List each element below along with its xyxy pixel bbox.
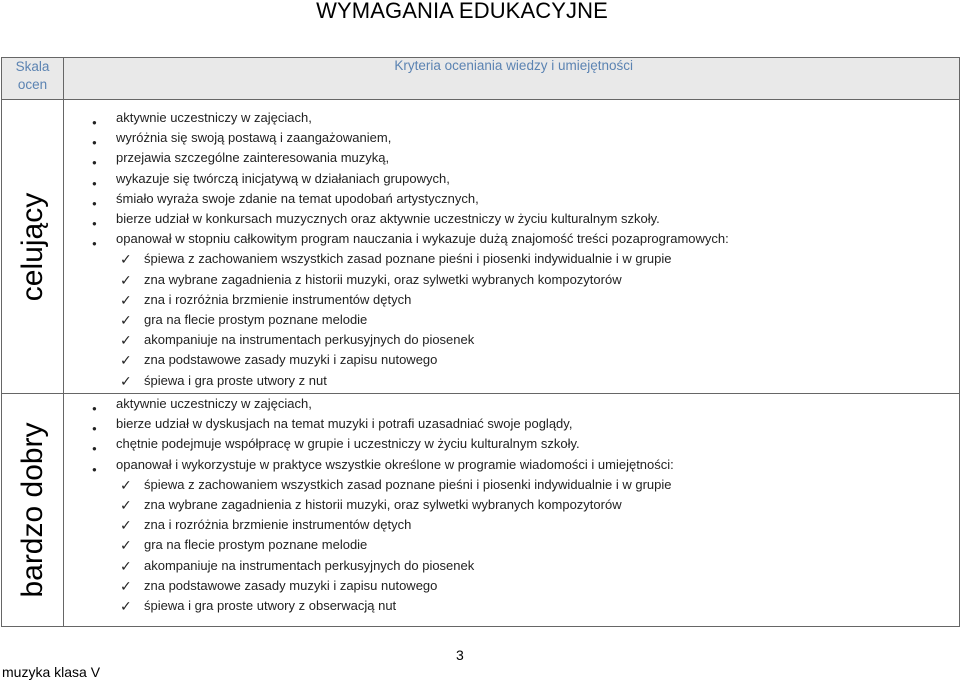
sub-criteria-item-text: akompaniuje na instrumentach perkusyjnych do piosenek (144, 332, 475, 348)
checkmark-icon: ✓ (120, 557, 132, 574)
sub-criteria-item-text: zna i rozróżnia brzmienie instrumentów dętych (144, 291, 412, 307)
criteria-item (64, 169, 959, 189)
scale-header-line2: ocen (17, 77, 48, 92)
sub-criteria-item (64, 249, 959, 269)
grade-cell (2, 394, 64, 627)
criteria-item (64, 455, 959, 475)
criteria-item-text: wyróżnia się swoją postawą i zaangażowaniem, (116, 130, 392, 146)
criteria-item (64, 209, 959, 229)
criteria-item-text: bierze udział w dyskusjach na temat muzyki i potrafi uzasadniać swoje poglądy, (116, 416, 573, 432)
criteria-item-text: chętnie podejmuje współpracę w grupie i uczestniczy w życiu kulturalnym szkoły. (116, 436, 580, 452)
sub-criteria-item-text: zna podstawowe zasady muzyki i zapisu nutowego (144, 577, 438, 593)
subitems-list (64, 475, 959, 616)
sub-criteria-item-text: gra na flecie prostym poznane melodie (144, 537, 368, 553)
sub-criteria-item (64, 596, 959, 616)
bullet-dot-icon: ● (92, 158, 97, 168)
bullet-dot-icon: ● (92, 118, 97, 127)
sub-criteria-item (64, 515, 959, 535)
criteria-item (64, 414, 959, 434)
scale-header-line1: Skala (15, 59, 50, 74)
checkmark-icon: ✓ (120, 497, 132, 514)
bullet-dot-icon: ● (92, 424, 97, 434)
criteria-item (64, 108, 959, 128)
checkmark-icon: ✓ (120, 517, 132, 534)
criteria-item (64, 189, 959, 209)
grade-criteria-cell (64, 100, 960, 394)
grade-row-bardzo-dobry (2, 394, 960, 627)
sub-criteria-item (64, 495, 959, 515)
subitems-list (64, 249, 959, 390)
table-header-row (2, 58, 960, 100)
sub-criteria-item-text: zna wybrane zagadnienia z historii muzyki, oraz sylwetki wybranych kompozytorów (144, 271, 622, 287)
sub-criteria-item (64, 371, 959, 391)
sub-criteria-item-text: śpiewa z zachowaniem wszystkich zasad poznane pieśni i piosenki indywidualnie i w grupie (144, 251, 672, 267)
sub-criteria-item-text: zna wybrane zagadnienia z historii muzyki, oraz sylwetki wybranych kompozytorów (144, 497, 622, 513)
checkmark-icon: ✓ (120, 352, 132, 369)
checkmark-icon: ✓ (120, 372, 132, 389)
checkmark-icon: ✓ (120, 291, 132, 308)
sub-criteria-item (64, 290, 959, 310)
checkmark-icon: ✓ (120, 577, 132, 594)
subitems-container (64, 475, 959, 616)
checkmark-icon: ✓ (120, 271, 132, 288)
checkmark-icon: ✓ (120, 332, 132, 349)
bullet-dot-icon: ● (92, 404, 97, 413)
sub-criteria-item-text: zna i rozróżnia brzmienie instrumentów dętych (144, 517, 412, 533)
bullet-dot-icon: ● (92, 138, 97, 148)
grade-label-bardzo-dobry: bardzo dobry (15, 422, 49, 598)
criteria-item-text: bierze udział w konkursach muzycznych oraz aktywnie uczestniczy w życiu kulturalnym szkoły. (116, 211, 660, 227)
sub-criteria-item-text: śpiewa z zachowaniem wszystkich zasad poznane pieśni i piosenki indywidualnie i w grupie (144, 476, 672, 492)
criteria-item-text: wykazuje się twórczą inicjatywą w działaniach grupowych, (116, 170, 450, 186)
criteria-item (64, 434, 959, 454)
criteria-item-text: aktywnie uczestniczy w zajęciach, (116, 396, 312, 411)
bullet-dot-icon: ● (92, 219, 97, 229)
checkmark-icon: ✓ (120, 598, 132, 615)
sub-criteria-item-text: akompaniuje na instrumentach perkusyjnych do piosenek (144, 557, 475, 573)
grade-cell (2, 100, 64, 394)
sub-criteria-item (64, 330, 959, 350)
criteria-item-text: opanował w stopniu całkowitym program nauczania i wykazuje dużą znajomość treści pozaprogramowych: (116, 231, 729, 247)
bullet-dot-icon: ● (92, 464, 97, 474)
criteria-item (64, 128, 959, 148)
sub-criteria-item (64, 475, 959, 495)
criteria-item-text: przejawia szczególne zainteresowania muzyką, (116, 150, 390, 166)
criteria-item-text: śmiało wyraża swoje zdanie na temat upodobań artystycznych, (116, 190, 479, 206)
grade-label-celujacy: celujący (15, 192, 49, 301)
bullet-dot-icon: ● (92, 198, 97, 208)
bullet-dot-icon: ● (92, 178, 97, 188)
sub-criteria-item-text: gra na flecie prostym poznane melodie (144, 312, 368, 328)
grade-criteria-cell (64, 394, 960, 627)
criteria-item (64, 394, 959, 414)
sub-criteria-item (64, 270, 959, 290)
checkmark-icon: ✓ (120, 476, 132, 493)
criteria-item-text: aktywnie uczestniczy w zajęciach, (116, 110, 312, 125)
sub-criteria-item (64, 576, 959, 596)
criteria-list (64, 100, 959, 391)
criteria-item (64, 148, 959, 168)
checkmark-icon: ✓ (120, 312, 132, 329)
bullet-dot-icon: ● (92, 444, 97, 454)
sub-criteria-item-text: zna podstawowe zasady muzyki i zapisu nutowego (144, 352, 438, 368)
document-title: WYMAGANIA EDUKACYJNE (316, 0, 608, 23)
criteria-table (1, 57, 960, 627)
checkmark-icon: ✓ (120, 537, 132, 554)
sub-criteria-item (64, 350, 959, 370)
checkmark-icon: ✓ (120, 251, 132, 268)
footer-text: muzyka klasa V (2, 664, 101, 680)
criteria-list (64, 394, 959, 616)
subitems-container (64, 249, 959, 390)
sub-criteria-item (64, 310, 959, 330)
sub-criteria-item (64, 535, 959, 555)
bullet-dot-icon: ● (92, 239, 97, 249)
criteria-header: Kryteria oceniania wiedzy i umiejętności (64, 58, 960, 100)
scale-header (2, 58, 64, 100)
sub-criteria-item-text: śpiewa i gra proste utwory z obserwacją nut (144, 598, 397, 614)
page-number: 3 (456, 647, 464, 663)
grade-row-celujacy (2, 100, 960, 394)
criteria-item (64, 229, 959, 249)
criteria-item-text: opanował i wykorzystuje w praktyce wszystkie określone w programie wiadomości i umiejętności: (116, 456, 674, 472)
sub-criteria-item (64, 556, 959, 576)
sub-criteria-item-text: śpiewa i gra proste utwory z nut (144, 372, 327, 388)
